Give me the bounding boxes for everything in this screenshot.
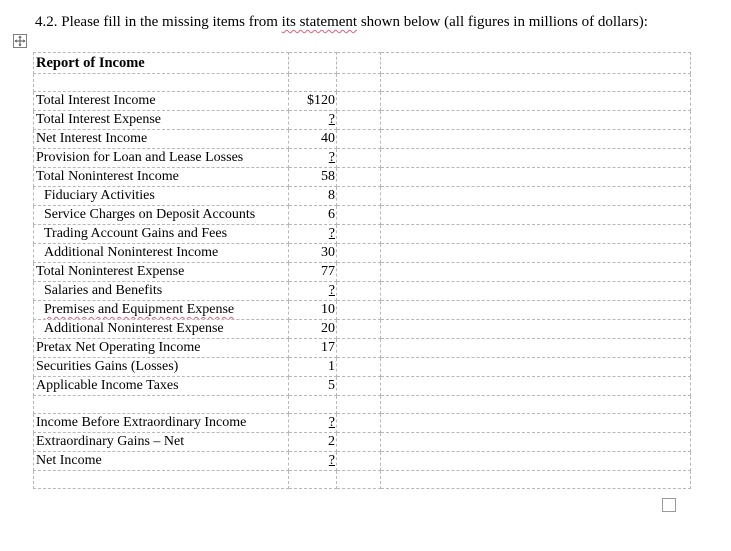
question-heading <box>35 14 648 31</box>
table-row <box>34 168 691 187</box>
row-value: 2 <box>289 433 337 452</box>
question-text-end: shown below (all figures in millions of dollars): <box>357 14 648 30</box>
row-value: 8 <box>289 187 337 206</box>
row-value: 17 <box>289 339 337 358</box>
table-row <box>34 358 691 377</box>
row-value: 58 <box>289 168 337 187</box>
row-label: Service Charges on Deposit Accounts <box>34 206 289 225</box>
row-label: Net Income <box>34 452 289 471</box>
row-value: 1 <box>289 358 337 377</box>
spacer-row <box>34 471 691 489</box>
table-row <box>34 452 691 471</box>
table-row <box>34 339 691 358</box>
table-row <box>34 301 691 320</box>
question-number: 4.2. <box>35 14 58 30</box>
row-label: Total Noninterest Expense <box>34 263 289 282</box>
row-label: Total Interest Expense <box>34 111 289 130</box>
table-resize-handle-icon[interactable] <box>662 498 676 512</box>
row-value: 10 <box>289 301 337 320</box>
row-label: Total Interest Income <box>34 92 289 111</box>
question-text-start: Please fill in the missing items from <box>61 14 282 30</box>
row-label: Additional Noninterest Expense <box>34 320 289 339</box>
table-row <box>34 377 691 396</box>
table-title-row <box>34 53 691 74</box>
table-row <box>34 244 691 263</box>
table-row <box>34 320 691 339</box>
row-value: ? <box>289 282 337 301</box>
row-value: ? <box>289 225 337 244</box>
table-row <box>34 263 691 282</box>
spacer-row <box>34 396 691 414</box>
grammar-flagged-text[interactable]: its statement <box>281 14 358 30</box>
table-row <box>34 92 691 111</box>
row-value: ? <box>289 111 337 130</box>
row-value: 30 <box>289 244 337 263</box>
row-label: Salaries and Benefits <box>34 282 289 301</box>
row-value: 40 <box>289 130 337 149</box>
row-value: $120 <box>289 92 337 111</box>
row-label: Extraordinary Gains – Net <box>34 433 289 452</box>
report-title: Report of Income <box>34 53 289 74</box>
row-label: Securities Gains (Losses) <box>34 358 289 377</box>
row-label: Fiduciary Activities <box>34 187 289 206</box>
table-row <box>34 433 691 452</box>
row-label: Additional Noninterest Income <box>34 244 289 263</box>
table-row <box>34 130 691 149</box>
table-row <box>34 149 691 168</box>
table-row <box>34 187 691 206</box>
row-value: 77 <box>289 263 337 282</box>
row-label <box>34 301 289 320</box>
spellcheck-flagged-label[interactable]: Premises and Equipment Expense <box>44 302 235 317</box>
row-label: Trading Account Gains and Fees <box>34 225 289 244</box>
table-row <box>34 206 691 225</box>
row-label: Applicable Income Taxes <box>34 377 289 396</box>
spacer-row <box>34 74 691 92</box>
row-label: Provision for Loan and Lease Losses <box>34 149 289 168</box>
row-value: 5 <box>289 377 337 396</box>
table-move-handle-icon[interactable] <box>13 34 27 48</box>
row-value: 20 <box>289 320 337 339</box>
row-label: Net Interest Income <box>34 130 289 149</box>
table-row <box>34 225 691 244</box>
row-value: ? <box>289 414 337 433</box>
row-label: Total Noninterest Income <box>34 168 289 187</box>
table-row <box>34 282 691 301</box>
row-label: Pretax Net Operating Income <box>34 339 289 358</box>
table-row <box>34 111 691 130</box>
row-label: Income Before Extraordinary Income <box>34 414 289 433</box>
table-row <box>34 414 691 433</box>
report-of-income-table <box>33 52 691 489</box>
row-value: ? <box>289 149 337 168</box>
row-value: ? <box>289 452 337 471</box>
row-value: 6 <box>289 206 337 225</box>
